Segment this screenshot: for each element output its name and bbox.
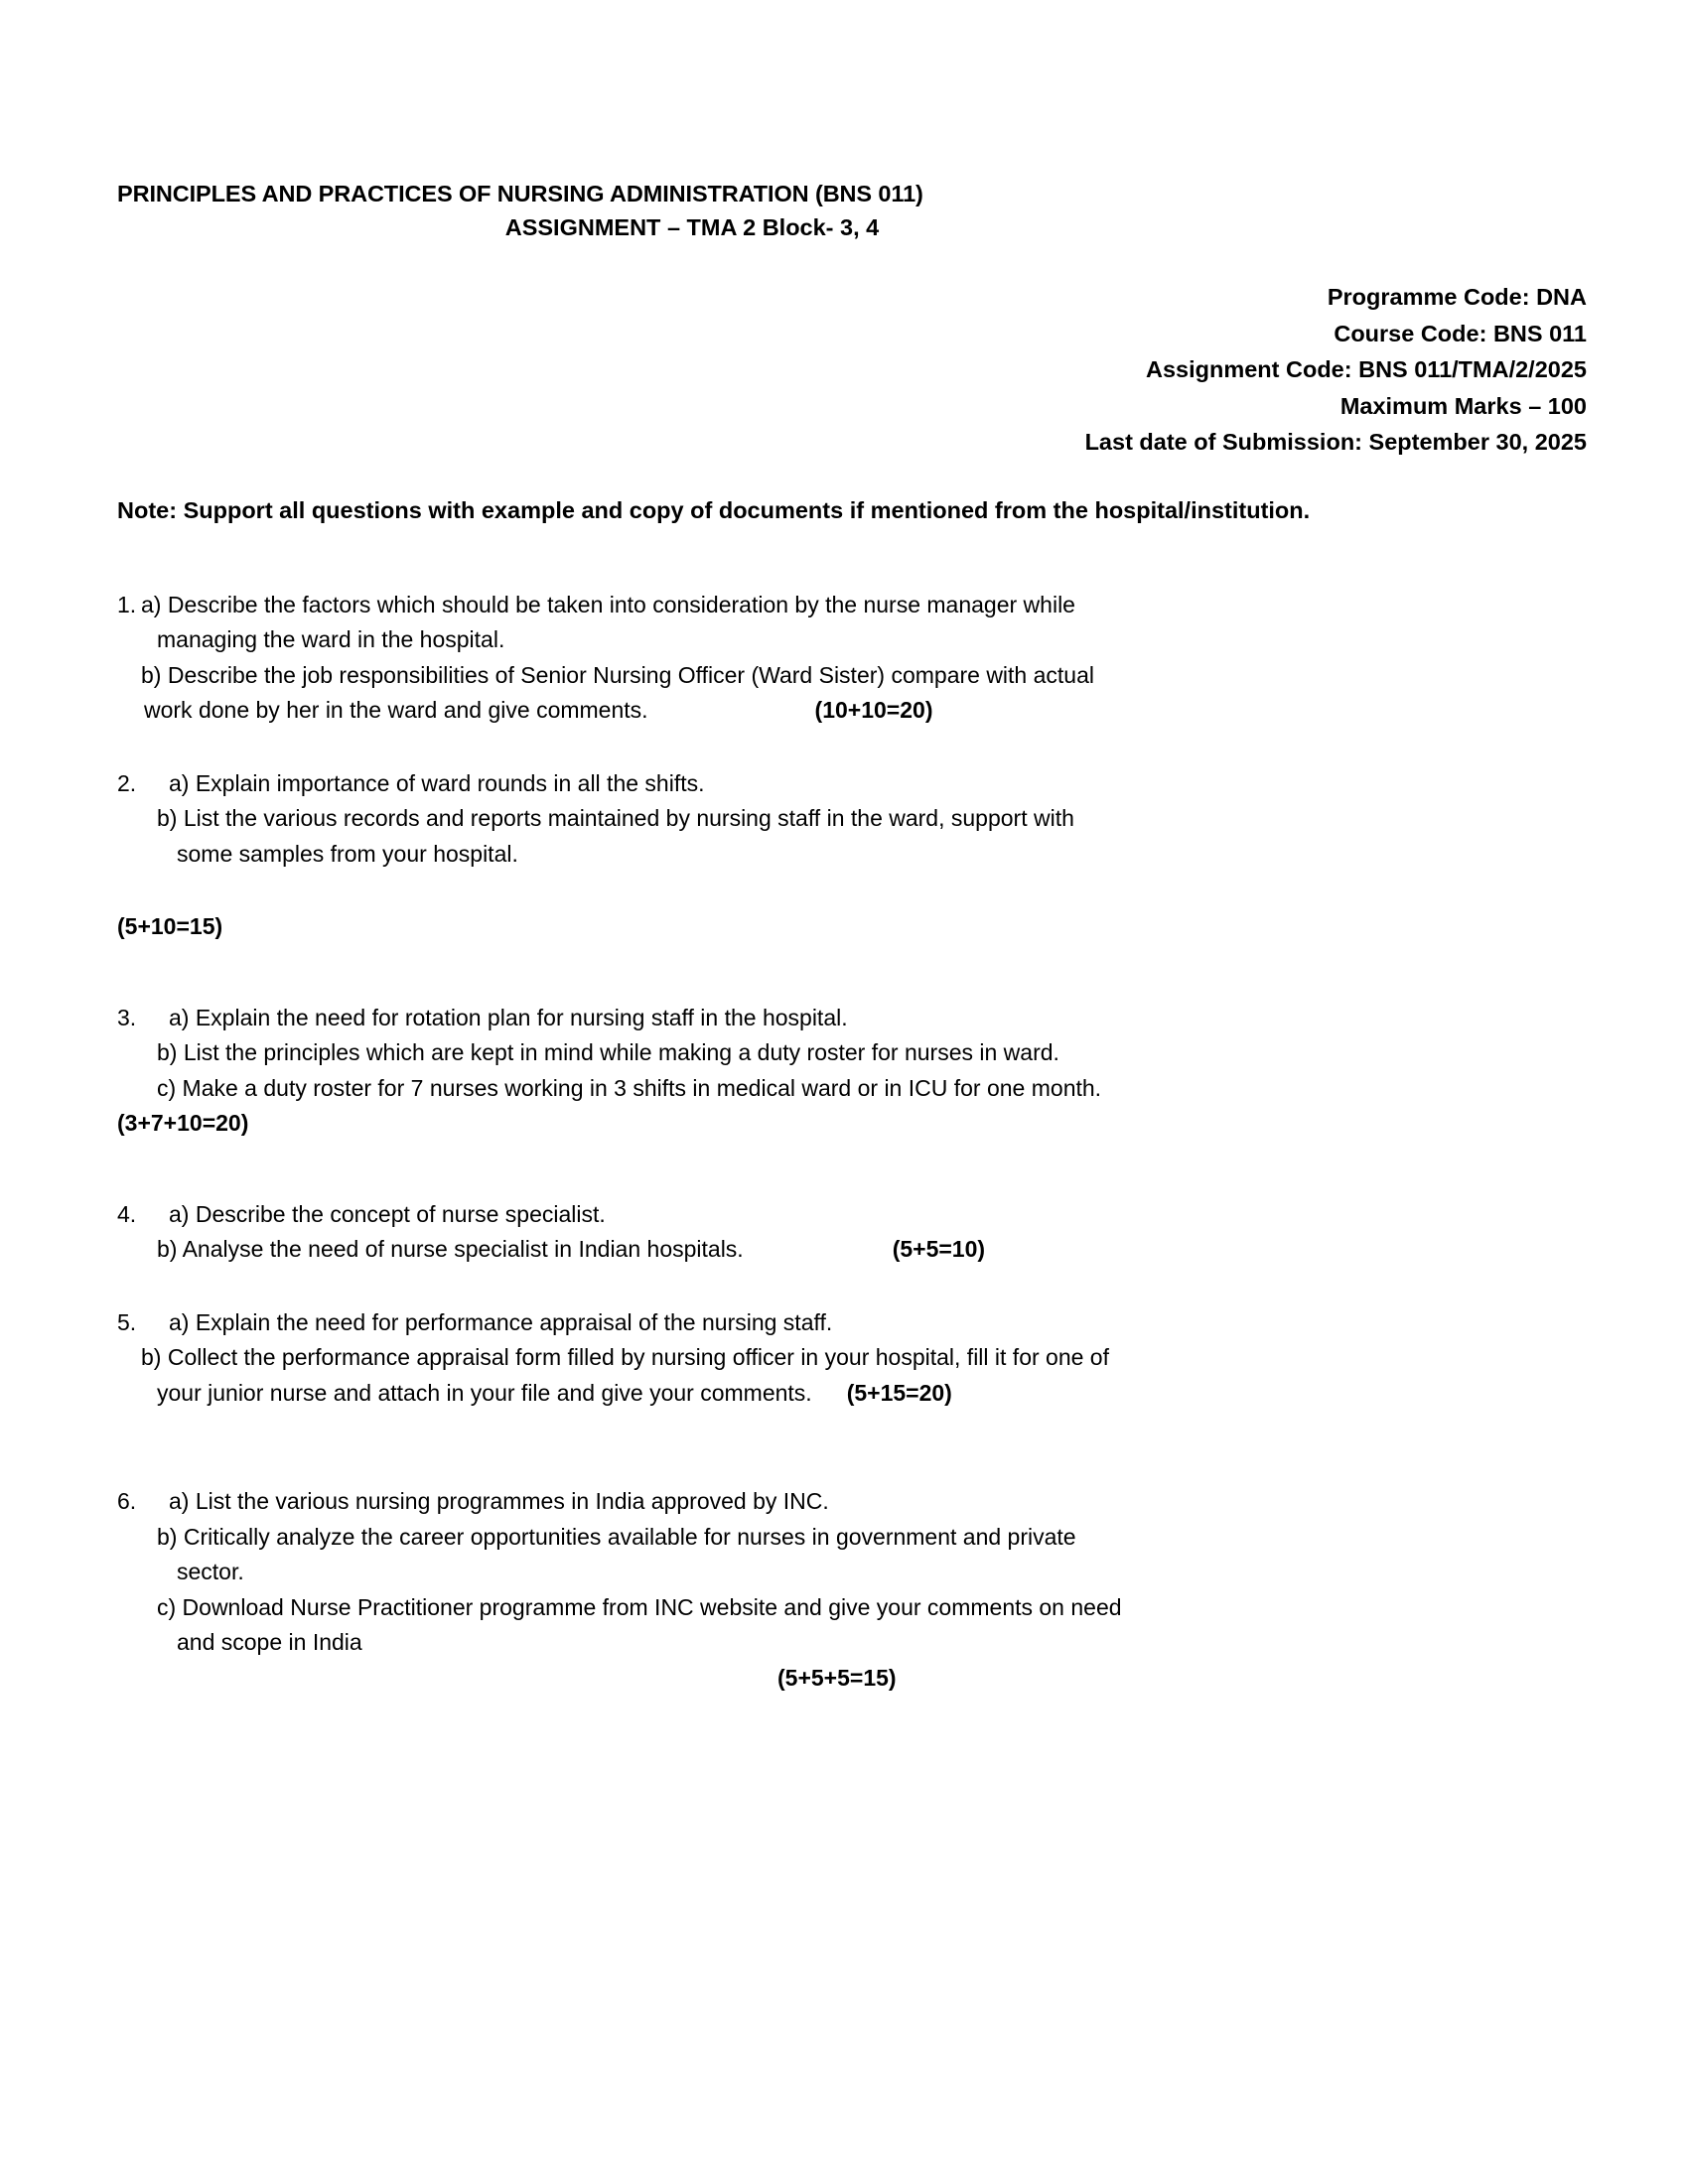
questions-list (117, 588, 1587, 1697)
question-part: b) Analyse the need of nurse specialist in Indian hospitals. (5+5=10) (157, 1236, 986, 1262)
question-number: 3. (117, 1004, 137, 1030)
question-part: b) Critically analyze the career opportunities available for nurses in government and private (157, 1523, 1076, 1550)
question-item (117, 766, 1587, 945)
question-marks: (10+10=20) (814, 697, 933, 723)
question-marks: (5+5=10) (892, 1236, 986, 1262)
question-part-continuation: work done by her in the ward and give comments. (10+10=20) (144, 697, 933, 723)
page-title: PRINCIPLES AND PRACTICES OF NURSING ADMINISTRATION (BNS 011) (117, 181, 923, 206)
question-part-continuation: some samples from your hospital. (177, 840, 518, 867)
question-part: b) List the principles which are kept in mind while making a duty roster for nurses in ward. (157, 1039, 1059, 1065)
question-marks: (5+5+5=15) (777, 1664, 897, 1691)
question-part: a) Describe the factors which should be taken into consideration by the nurse manager while (141, 591, 1075, 617)
question-part: a) Explain the need for performance appraisal of the nursing staff. (169, 1308, 833, 1335)
question-part: c) Make a duty roster for 7 nurses working in 3 shifts in medical ward or in ICU for one month. (157, 1074, 1102, 1101)
question-part: b) Describe the job responsibilities of Senior Nursing Officer (Ward Sister) compare with actual (141, 661, 1094, 688)
question-part-continuation: sector. (177, 1559, 244, 1584)
question-number: 5. (117, 1308, 137, 1335)
question-part: c) Download Nurse Practitioner programme from INC website and give your comments on need (157, 1593, 1122, 1620)
question-body (117, 1001, 1587, 1142)
meta-maximum-marks: Maximum Marks – 100 (1339, 392, 1587, 419)
note-block: Note: Support all questions with example and copy of documents if mentioned from the hospital/institution. (117, 496, 1311, 523)
page-subtitle: ASSIGNMENT – TMA 2 Block- 3, 4 (504, 214, 880, 240)
question-number: 1. (117, 591, 137, 617)
question-number: 6. (117, 1488, 137, 1514)
assignment-meta-block (117, 279, 1587, 461)
question-body (117, 1484, 1587, 1696)
question-body (117, 588, 1587, 729)
question-body (117, 1305, 1587, 1412)
question-number: 2. (117, 769, 137, 796)
question-part: a) Describe the concept of nurse specialist. (169, 1200, 606, 1227)
question-part-continuation: your junior nurse and attach in your file and give your comments. (5+15=20) (157, 1379, 952, 1406)
question-item (117, 588, 1587, 729)
question-body (117, 766, 1587, 945)
question-item (117, 1197, 1587, 1268)
title-block (117, 0, 1587, 244)
question-marks: (5+10=15) (117, 913, 223, 939)
meta-last-date-submission: Last date of Submission: September 30, 2025 (1084, 429, 1587, 455)
question-item (117, 1305, 1587, 1412)
question-part: a) List the various nursing programmes in India approved by INC. (169, 1488, 829, 1514)
question-marks: (5+15=20) (846, 1379, 952, 1406)
question-part: b) Collect the performance appraisal form filled by nursing officer in your hospital, fill it for one of (141, 1344, 1109, 1370)
question-marks: (3+7+10=20) (117, 1110, 249, 1136)
question-part: a) Explain importance of ward rounds in all the shifts. (169, 769, 705, 796)
meta-assignment-code: Assignment Code: BNS 011/TMA/2/2025 (1145, 356, 1587, 382)
question-body (117, 1197, 1587, 1268)
question-part: a) Explain the need for rotation plan for nursing staff in the hospital. (169, 1004, 848, 1030)
meta-programme-code: Programme Code: DNA (1327, 284, 1587, 310)
question-part: b) List the various records and reports maintained by nursing staff in the ward, support with (157, 805, 1074, 831)
question-part-continuation: managing the ward in the hospital. (157, 626, 505, 652)
document-content (117, 0, 1587, 1696)
question-item (117, 1484, 1587, 1696)
question-item (117, 1001, 1587, 1142)
question-part-continuation: and scope in India (177, 1629, 362, 1655)
question-number: 4. (117, 1200, 137, 1227)
meta-course-code: Course Code: BNS 011 (1334, 320, 1587, 346)
